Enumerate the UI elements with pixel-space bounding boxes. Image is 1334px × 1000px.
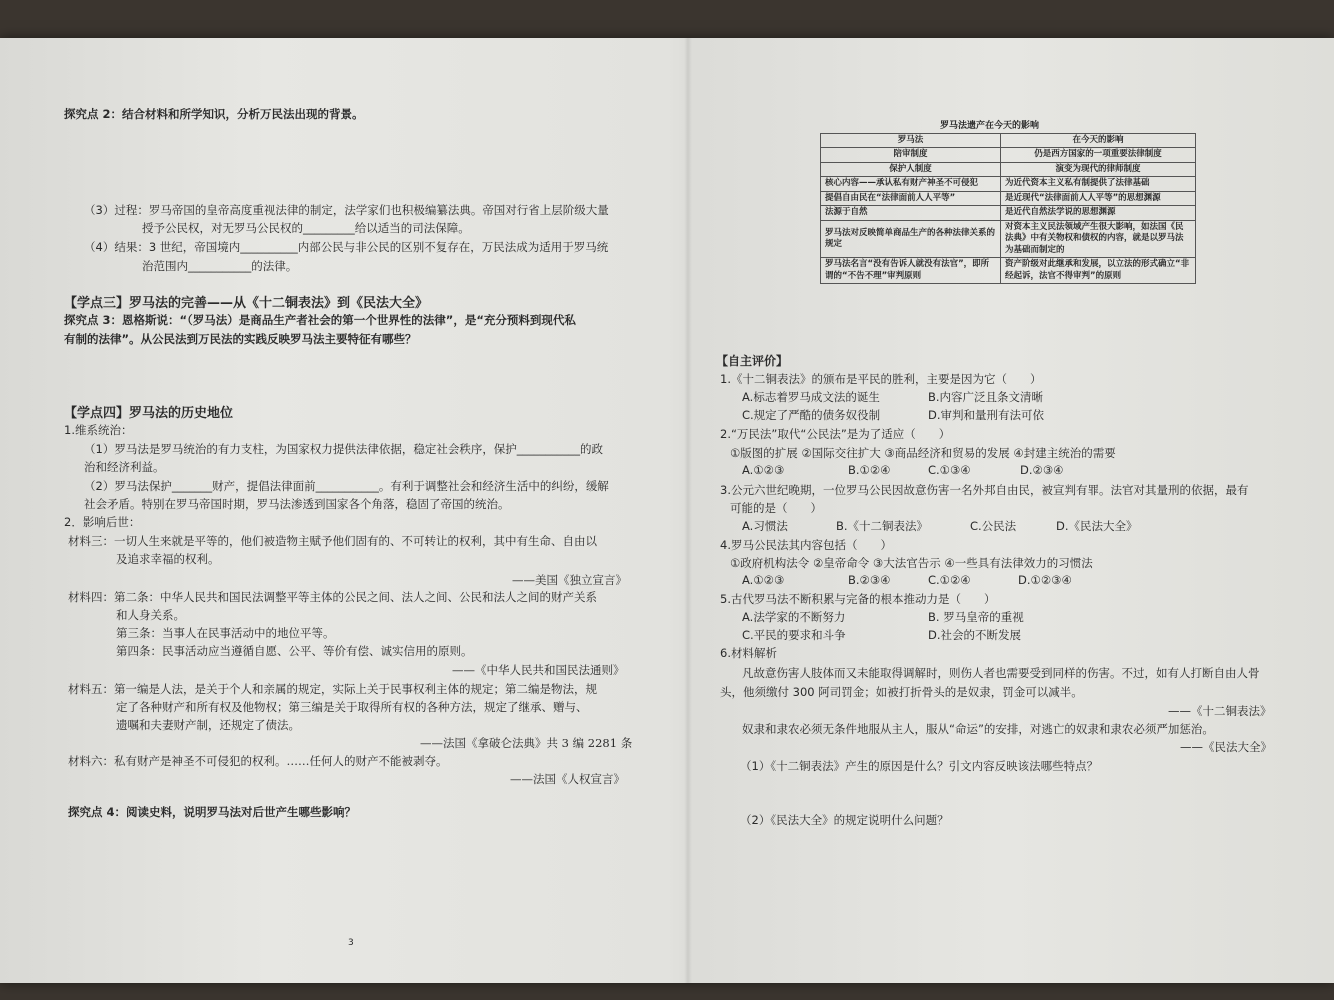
- q4-option-b: B.②③④: [848, 573, 891, 587]
- eval-title: 【自主评价】: [716, 354, 789, 368]
- process-line-2: 授予公民权，对无罗马公民权的_________给以适当的司法保障。: [142, 221, 470, 235]
- section-2: 2．影响后世：: [64, 515, 141, 529]
- material-6-line-1: 材料六：私有财产是神圣不可侵犯的权利。……任何人的财产不能被剥夺。: [68, 754, 448, 768]
- table-row: [821, 148, 1196, 162]
- inquiry-2: 探究点 2：结合材料和所学知识，分析万民法出现的背景。: [64, 107, 364, 121]
- question-4: 4.罗马公民法其内容包括（ ）: [720, 538, 892, 552]
- material-4-line-4: 第四条：民事活动应当遵循自愿、公平、等价有偿、诚实信用的原则。: [116, 644, 473, 658]
- legacy-table-wrapper: [820, 133, 1196, 284]
- q1-option-c: C.规定了严酷的债务奴役制: [742, 408, 881, 422]
- q3-option-b: B.《十二铜表法》: [836, 519, 929, 533]
- legacy-table: [820, 133, 1196, 284]
- material-5-source: ——法国《拿破仑法典》共 3 编 2281 条: [420, 736, 633, 750]
- material-5-line-1: 材料五：第一编是人法，是关于个人和亲属的规定，实际上关于民事权利主体的规定；第二编是物法，规: [68, 682, 597, 696]
- question-3-line-1: 3.公元六世纪晚期，一位罗马公民因故意伤害一名外邦自由民，被宣判有罪。法官对其量刑的依据，最有: [720, 483, 1249, 497]
- q2-option-c: C.①③④: [928, 463, 971, 477]
- table-cell: 仍是西方国家的一项重要法律制度: [1001, 148, 1196, 162]
- q5-option-b: B. 罗马皇帝的重视: [928, 610, 1024, 624]
- table-row: [821, 258, 1196, 284]
- q6-source-1: ——《十二铜表法》: [1168, 704, 1272, 718]
- material-4-line-3: 第三条：当事人在民事活动中的地位平等。: [116, 626, 335, 640]
- q3-option-c: C.公民法: [970, 519, 1017, 533]
- question-1: 1.《十二铜表法》的颁布是平民的胜利，主要是因为它（ ）: [720, 372, 1042, 386]
- q1-option-a: A.标志着罗马成文法的诞生: [742, 390, 880, 404]
- section-1a-line-2: 治和经济利益。: [84, 460, 165, 474]
- page-fold: [684, 38, 692, 983]
- q5-option-a: A.法学家的不断努力: [742, 610, 846, 624]
- material-3-line-1: 材料三：一切人生来就是平等的，他们被造物主赋予他们固有的、不可转让的权利，其中有生命、自由以: [68, 534, 597, 548]
- q6-passage-line-3: 奴隶和隶农必须无条件地服从主人，服从“命运”的安排，对逃亡的奴隶和隶农必须严加惩治。: [742, 722, 1214, 736]
- table-header-cell: 罗马法: [821, 134, 1001, 148]
- question-5: 5.古代罗马法不断积累与完备的根本推动力是（ ）: [720, 592, 996, 606]
- table-title: 罗马法遗产在今天的影响: [940, 121, 1040, 131]
- q5-option-d: D.社会的不断发展: [928, 628, 1022, 642]
- material-4-line-2: 和人身关系。: [116, 608, 185, 622]
- question-2: 2.“万民法”取代“公民法”是为了适应（ ）: [720, 427, 951, 441]
- table-cell: 对资本主义民法领域产生很大影响，如法国《民法典》中有关物权和债权的内容，就是以罗马法为基础而制定的: [1001, 220, 1196, 257]
- table-cell: 陪审制度: [821, 148, 1001, 162]
- q1-option-d: D.审判和量刑有法可依: [928, 408, 1045, 422]
- table-cell: 为近代资本主义私有制提供了法律基础: [1001, 177, 1196, 191]
- table-row: [821, 220, 1196, 257]
- question-3-line-2: 可能的是（ ）: [730, 501, 822, 515]
- section-1b-line-1: （2）罗马法保护_______财产，提倡法律面前___________。有利于调整社会和经济生活中的纠纷，缓解: [84, 479, 609, 493]
- q4-statements: ①政府机构法令 ②皇帝命令 ③大法官告示 ④一些具有法律效力的习惯法: [730, 556, 1093, 570]
- material-3-line-2: 及追求幸福的权利。: [116, 552, 220, 566]
- point4-title: 【学点四】罗马法的历史地位: [64, 406, 234, 421]
- material-3-source: ——美国《独立宣言》: [512, 573, 627, 587]
- table-row: [821, 162, 1196, 176]
- q6-sub-1: （1）《十二铜表法》产生的原因是什么？引文内容反映该法哪些特点？: [740, 759, 1099, 773]
- q2-option-a: A.①②③: [742, 463, 785, 477]
- material-5-line-2: 定了各种财产和所有权及他物权；第三编是关于取得所有权的各种方法，规定了继承、赠与、: [116, 700, 588, 714]
- result-line-1: （4）结果：3 世纪，帝国境内__________内部公民与非公民的区别不复存在，万民法成为适用于罗马统: [84, 240, 609, 254]
- inquiry-4: 探究点 4：阅读史料，说明罗马法对后世产生哪些影响？: [68, 805, 357, 819]
- material-5-line-3: 遗嘱和夫妻财产制，还规定了债法。: [116, 718, 300, 732]
- table-cell: 罗马法名言“没有告诉人就没有法官”，即所谓的“不告不理”审判原则: [821, 258, 1001, 284]
- q3-option-a: A.习惯法: [742, 519, 788, 533]
- q6-sub-2: （2）《民法大全》的规定说明什么问题？: [740, 813, 949, 827]
- material-6-source: ——法国《人权宣言》: [510, 772, 625, 786]
- table-header-cell: 在今天的影响: [1001, 134, 1196, 148]
- table-cell: 罗马法对反映简单商品生产的各种法律关系的规定: [821, 220, 1001, 257]
- table-header-row: [821, 134, 1196, 148]
- table-cell: 演变为现代的律师制度: [1001, 162, 1196, 176]
- q4-option-c: C.①②④: [928, 573, 971, 587]
- section-1: 1.维系统治：: [64, 423, 133, 437]
- q6-source-2: ——《民法大全》: [1180, 740, 1272, 754]
- point3-title: 【学点三】罗马法的完善——从《十二铜表法》到《民法大全》: [64, 296, 429, 311]
- q3-option-d: D.《民法大全》: [1056, 519, 1138, 533]
- table-cell: 是近代自然法学说的思想渊源: [1001, 206, 1196, 220]
- result-line-2: 治范围内___________的法律。: [142, 259, 298, 273]
- q6-passage-line-2: 头，他须缴付 300 阿司罚金；如被打折骨头的是奴隶，罚金可以减半。: [720, 685, 1083, 699]
- table-cell: 资产阶级对此继承和发展，以立法的形式确立“非经起诉，法官不得审判”的原则: [1001, 258, 1196, 284]
- q5-option-c: C.平民的要求和斗争: [742, 628, 846, 642]
- inquiry-3-line-1: 探究点 3：恩格斯说：“（罗马法）是商品生产者社会的第一个世界性的法律”，是“充分预料到现代私: [64, 313, 576, 327]
- section-1a-line-1: （1）罗马法是罗马统治的有力支柱，为国家权力提供法律依据，稳定社会秩序，保护___________的政: [84, 442, 604, 456]
- table-cell: 法源于自然: [821, 206, 1001, 220]
- q2-option-d: D.②③④: [1020, 463, 1064, 477]
- section-1b-line-2: 社会矛盾。特别在罗马帝国时期，罗马法渗透到国家各个角落，稳固了帝国的统治。: [84, 497, 510, 511]
- table-cell: 保护人制度: [821, 162, 1001, 176]
- page-number: 3: [348, 938, 354, 948]
- inquiry-3-line-2: 有制的法律”。从公民法到万民法的实践反映罗马法主要特征有哪些？: [64, 332, 417, 346]
- question-6: 6.材料解析: [720, 646, 777, 660]
- q1-option-b: B.内容广泛且条文清晰: [928, 390, 1044, 404]
- material-4-line-1: 材料四：第二条：中华人民共和国民法调整平等主体的公民之间、法人之间、公民和法人之间的财产关系: [68, 590, 597, 604]
- table-cell: 核心内容——承认私有财产神圣不可侵犯: [821, 177, 1001, 191]
- process-line-1: （3）过程：罗马帝国的皇帝高度重视法律的制定，法学家们也积极编纂法典。帝国对行省上层阶级大量: [84, 203, 609, 217]
- material-4-source: ——《中华人民共和国民法通则》: [452, 663, 625, 677]
- q2-option-b: B.①②④: [848, 463, 891, 477]
- q4-option-a: A.①②③: [742, 573, 785, 587]
- q4-option-d: D.①②③④: [1018, 573, 1072, 587]
- q6-passage-line-1: 凡故意伤害人肢体而又未能取得调解时，则伤人者也需要受到同样的伤害。不过，如有人打断自由人骨: [742, 666, 1260, 680]
- table-row: [821, 177, 1196, 191]
- table-cell: 提倡自由民在“法律面前人人平等”: [821, 191, 1001, 205]
- table-row: [821, 191, 1196, 205]
- table-row: [821, 206, 1196, 220]
- q2-statements: ①版图的扩展 ②国际交往扩大 ③商品经济和贸易的发展 ④封建主统治的需要: [730, 446, 1116, 460]
- table-cell: 是近现代“法律面前人人平等”的思想渊源: [1001, 191, 1196, 205]
